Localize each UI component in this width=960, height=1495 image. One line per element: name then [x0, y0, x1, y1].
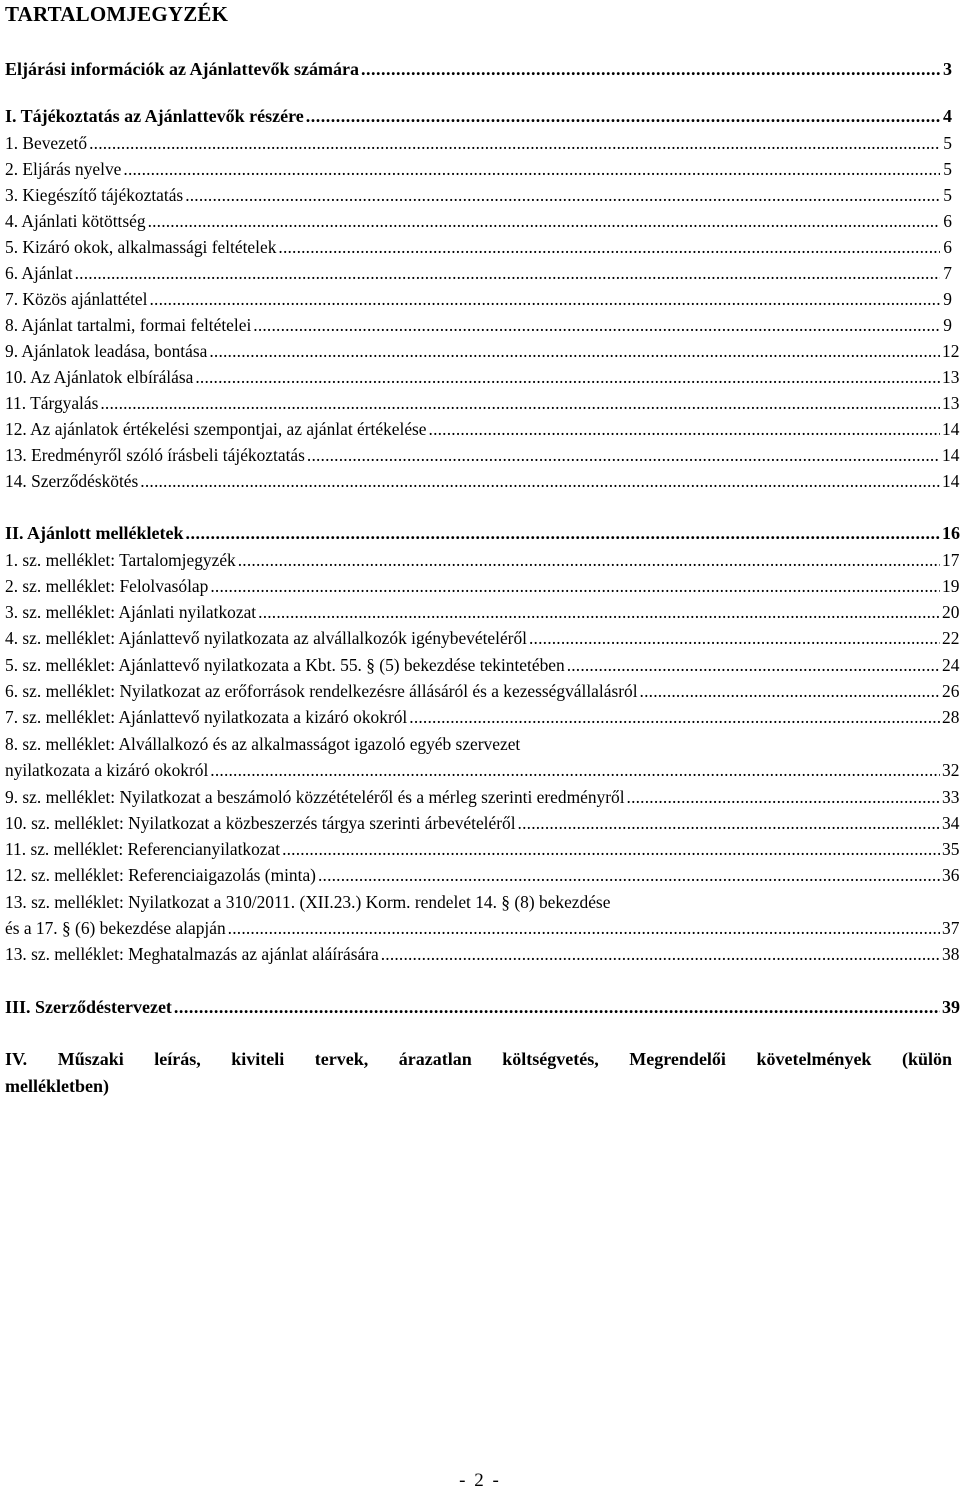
toc-entry[interactable] — [5, 862, 960, 888]
toc-entry-first-line[interactable] — [5, 731, 952, 757]
toc-leader — [627, 784, 940, 810]
page-number-footer: - 2 - — [459, 1470, 501, 1491]
toc-entry-label: 11. Tárgyalás — [5, 393, 99, 413]
toc-leader — [123, 156, 940, 182]
toc-page-number: 28 — [942, 707, 960, 727]
toc-leader — [258, 599, 940, 625]
toc-entry[interactable] — [5, 915, 960, 941]
toc-page-number: 3 — [943, 59, 952, 79]
toc-leader — [307, 442, 940, 468]
toc-entry[interactable] — [5, 625, 960, 651]
toc-entry-label: 2. Eljárás nyelve — [5, 159, 122, 179]
toc-page-number: 14 — [942, 419, 960, 439]
toc-entry[interactable] — [5, 941, 960, 967]
toc-leader — [429, 416, 940, 442]
toc-page-number: 13 — [942, 367, 960, 387]
toc-leader — [318, 862, 940, 888]
toc-entry-label: és a 17. § (6) bekezdése alapján — [5, 918, 226, 938]
toc-leader — [253, 312, 940, 338]
toc-entry[interactable] — [5, 56, 952, 82]
toc-entry-label: 6. Ajánlat — [5, 263, 73, 283]
toc-page-number: 33 — [942, 787, 960, 807]
toc-entry[interactable] — [5, 573, 960, 599]
toc-entry-label: 13. Eredményről szóló írásbeli tájékoztatás — [5, 445, 305, 465]
toc-leader — [195, 364, 940, 390]
toc-entry-first-line[interactable] — [5, 889, 952, 915]
toc-page-number: 19 — [942, 576, 960, 596]
toc-entry-label: 6. sz. melléklet: Nyilatkozat az erőforrások rendelkezésre állásáról és a kezességvállalásról — [5, 681, 638, 701]
toc-page-number: 14 — [942, 445, 960, 465]
toc-entry[interactable] — [5, 286, 952, 312]
toc-entry-label: 7. sz. melléklet: Ajánlattevő nyilatkozata a kizáró okokról — [5, 707, 408, 727]
toc-entry-label: 8. Ajánlat tartalmi, formai feltételei — [5, 315, 252, 335]
toc-page-number: 38 — [942, 944, 960, 964]
toc-page-number: 35 — [942, 839, 960, 859]
toc-leader — [100, 390, 940, 416]
toc-page-number: 20 — [942, 602, 960, 622]
toc-leader — [238, 547, 940, 573]
toc-entry[interactable] — [5, 338, 960, 364]
toc-entry[interactable] — [5, 836, 960, 862]
toc-entry[interactable] — [5, 704, 960, 730]
toc-entry-label: IV. Műszaki leírás, kiviteli tervek, árazatlan költségvetés, Megrendelői követelmények (külön — [5, 1049, 952, 1069]
toc-entry-label: II. Ajánlott mellékletek — [5, 523, 184, 543]
toc-leader — [306, 103, 940, 129]
toc-page-number: 22 — [942, 628, 960, 648]
toc-leader — [518, 810, 940, 836]
toc-entry[interactable] — [5, 547, 960, 573]
toc-entry[interactable] — [5, 390, 960, 416]
toc-entry-label: 8. sz. melléklet: Alvállalkozó és az alkalmasságot igazoló egyéb szervezet — [5, 734, 521, 754]
toc-leader — [209, 338, 940, 364]
toc-entry[interactable] — [5, 260, 952, 286]
toc-entry-label: Eljárási információk az Ajánlattevők számára — [5, 59, 359, 79]
toc-leader — [149, 286, 940, 312]
toc-entry-label: 12. sz. melléklet: Referenciaigazolás (minta) — [5, 865, 316, 885]
toc-leader — [228, 915, 940, 941]
toc-page-number: 34 — [942, 813, 960, 833]
toc-entry-label: 10. sz. melléklet: Nyilatkozat a közbeszerzés tárgya szerinti árbevételéről — [5, 813, 516, 833]
toc-entry-label: 13. sz. melléklet: Meghatalmazás az ajánlat aláírására — [5, 944, 379, 964]
toc-entry[interactable] — [5, 1073, 952, 1099]
toc-entry-label: 7. Közös ajánlattétel — [5, 289, 148, 309]
toc-entry[interactable] — [5, 678, 960, 704]
toc-entry[interactable] — [5, 182, 952, 208]
toc-page-number: 16 — [942, 523, 960, 543]
toc-page-number: 12 — [942, 341, 960, 361]
toc-page-number: 39 — [942, 997, 960, 1017]
toc-entry-label: 4. sz. melléklet: Ajánlattevő nyilatkozata az alvállalkozók igénybevételéről — [5, 628, 527, 648]
toc-leader — [210, 573, 940, 599]
toc-entry-label: 5. Kizáró okok, alkalmassági feltételek — [5, 237, 277, 257]
toc-entry[interactable] — [5, 468, 960, 494]
toc-leader — [140, 468, 940, 494]
toc-entry[interactable] — [5, 810, 960, 836]
toc-entry[interactable] — [5, 130, 952, 156]
toc-entry-label: 14. Szerződéskötés — [5, 471, 139, 491]
toc-leader — [174, 994, 940, 1020]
toc-page-number: 4 — [943, 106, 952, 126]
toc-entry[interactable] — [5, 312, 952, 338]
toc-leader — [185, 182, 940, 208]
toc-page-number: 13 — [942, 393, 960, 413]
toc-entry-label: 13. sz. melléklet: Nyilatkozat a 310/2011. (XII.23.) Korm. rendelet 14. § (8) bekezdése — [5, 892, 611, 912]
toc-leader — [185, 520, 940, 546]
toc-entry[interactable] — [5, 784, 960, 810]
toc-entry-label: 9. Ajánlatok leadása, bontása — [5, 341, 208, 361]
toc-page-number: 5 — [943, 185, 952, 205]
toc-page-number: 17 — [942, 550, 960, 570]
toc-page-number: 9 — [943, 315, 952, 335]
toc-entry[interactable] — [5, 520, 960, 546]
toc-page-number: 9 — [943, 289, 952, 309]
toc-leader — [89, 130, 940, 156]
toc-leader — [381, 941, 940, 967]
toc-entry-label: mellékletben) — [5, 1076, 109, 1096]
toc-page-number: 14 — [942, 471, 960, 491]
toc-page-number: 5 — [943, 159, 952, 179]
toc-entry[interactable] — [5, 364, 960, 390]
toc-entry-label: III. Szerződéstervezet — [5, 997, 172, 1017]
toc-entry[interactable] — [5, 416, 960, 442]
toc-page-number: 6 — [943, 211, 952, 231]
toc-page-number: 37 — [942, 918, 960, 938]
toc-entry-label: I. Tájékoztatás az Ajánlattevők részére — [5, 106, 304, 126]
toc-leader — [75, 260, 940, 286]
toc-entry[interactable] — [5, 757, 960, 783]
toc-entry[interactable] — [5, 599, 960, 625]
toc-leader — [282, 836, 940, 862]
toc-entry-label: 9. sz. melléklet: Nyilatkozat a beszámoló közzétételéről és a mérleg szerinti eredményről — [5, 787, 625, 807]
toc-leader — [640, 678, 940, 704]
toc-page-number: 5 — [943, 133, 952, 153]
toc-page-number: 26 — [942, 681, 960, 701]
toc-page-number: 6 — [943, 237, 952, 257]
toc-entry-label: nyilatkozata a kizáró okokról — [5, 760, 209, 780]
toc-entry-label: 2. sz. melléklet: Felolvasólap — [5, 576, 209, 596]
toc-entry-first-line[interactable] — [5, 1046, 952, 1072]
toc-entry-label: 1. sz. melléklet: Tartalomjegyzék — [5, 550, 236, 570]
toc-entry[interactable] — [5, 103, 952, 129]
toc-entry[interactable] — [5, 652, 960, 678]
toc-entry[interactable] — [5, 442, 960, 468]
toc-entry[interactable] — [5, 994, 960, 1020]
toc-leader — [278, 234, 940, 260]
toc-entry-label: 3. sz. melléklet: Ajánlati nyilatkozat — [5, 602, 257, 622]
toc-entry-label: 12. Az ajánlatok értékelési szempontjai, az ajánlat értékelése — [5, 419, 427, 439]
toc-leader — [361, 56, 940, 82]
toc-leader — [567, 652, 940, 678]
toc-entry-label: 5. sz. melléklet: Ajánlattevő nyilatkozata a Kbt. 55. § (5) bekezdése tekintetében — [5, 655, 565, 675]
toc-entry-label: 11. sz. melléklet: Referencianyilatkozat — [5, 839, 281, 859]
toc-leader — [210, 757, 940, 783]
toc-page-number: 7 — [943, 263, 952, 283]
toc-entry-label: 3. Kiegészítő tájékoztatás — [5, 185, 184, 205]
toc-entry[interactable] — [5, 234, 952, 260]
toc-page-number: 32 — [942, 760, 960, 780]
toc-page-number: 36 — [942, 865, 960, 885]
toc-entry[interactable] — [5, 208, 952, 234]
toc-entry-label: 4. Ajánlati kötöttség — [5, 211, 146, 231]
toc-entry-label: 10. Az Ajánlatok elbírálása — [5, 367, 194, 387]
toc-page-number: 24 — [942, 655, 960, 675]
toc-leader — [409, 704, 940, 730]
page-title: TARTALOMJEGYZÉK — [5, 2, 229, 26]
toc-entry-label: 1. Bevezető — [5, 133, 88, 153]
toc-leader — [529, 625, 940, 651]
toc-entry[interactable] — [5, 156, 952, 182]
toc-leader — [148, 208, 940, 234]
